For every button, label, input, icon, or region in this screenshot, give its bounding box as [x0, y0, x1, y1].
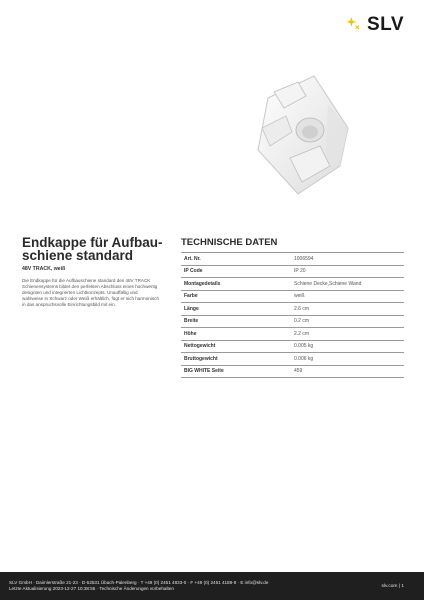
table-row	[181, 328, 404, 341]
spec-value: Schiene Decke,Schiene Wand	[291, 278, 404, 291]
footer-company-info: SLV GmbH · Daimlerstraße 21-23 · D-52531 Übach-Palenberg · T +49 (0) 2451 4833-0 · F +49 (0) 2451 4188-8 · E info@slv.de	[9, 580, 269, 585]
spec-value: 0.2 cm	[291, 315, 404, 328]
product-description: Die Endkappe für die Aufbauschiene standard des 48V TRACK Schienensystems bildet den perfekten Abschluss eines hochwertig designten und integrierten Lichtkonzepts. Unauffällig und wahlweise in Schwarz oder Weiß erhältlich, fügt er sich harmonisch in das anspruchsvolle Einrichtungsbild mit ein.	[22, 278, 160, 308]
spec-label: BIG WHITE Seite	[181, 365, 291, 378]
product-image	[228, 58, 376, 210]
specs-table	[181, 252, 404, 378]
spec-label: Länge	[181, 303, 291, 316]
spec-label: IP Code	[181, 265, 291, 278]
spec-label: Nettogewicht	[181, 340, 291, 353]
table-row	[181, 303, 404, 316]
table-row	[181, 340, 404, 353]
table-row	[181, 290, 404, 303]
specs-heading: TECHNISCHE DATEN	[181, 237, 278, 248]
footer-page-number: slv.com | 1	[381, 584, 404, 589]
spec-label: Montagedetails	[181, 278, 291, 291]
table-row	[181, 365, 404, 378]
spec-label: Breite	[181, 315, 291, 328]
spec-value: weiß	[291, 290, 404, 303]
footer-last-updated: Letzte Aktualisierung 2023-12-27 10:38:55 · Technische Änderungen vorbehalten	[9, 586, 174, 591]
spec-value: 2.6 cm	[291, 303, 404, 316]
product-photo	[228, 58, 376, 210]
table-row	[181, 278, 404, 291]
spec-value: 2.2 cm	[291, 328, 404, 341]
spec-value: 0.006 kg	[291, 353, 404, 366]
spec-value: 1006594	[291, 253, 404, 266]
brand-logo	[346, 14, 404, 36]
spec-value: 459	[291, 365, 404, 378]
spec-value: IP 20	[291, 265, 404, 278]
spec-label: Art. Nr.	[181, 253, 291, 266]
spec-value: 0.005 kg	[291, 340, 404, 353]
spec-label: Bruttogewicht	[181, 353, 291, 366]
table-row	[181, 265, 404, 278]
product-title: Endkappe für Aufbau-schiene standard	[22, 235, 163, 263]
brand-name: SLV	[366, 14, 404, 35]
spec-label: Höhe	[181, 328, 291, 341]
table-row	[181, 253, 404, 266]
page-footer	[0, 572, 424, 600]
star-sparkle-icon	[346, 16, 364, 34]
product-subtitle: 48V TRACK, weiß	[22, 266, 66, 272]
table-row	[181, 353, 404, 366]
table-row	[181, 315, 404, 328]
spec-label: Farbe	[181, 290, 291, 303]
